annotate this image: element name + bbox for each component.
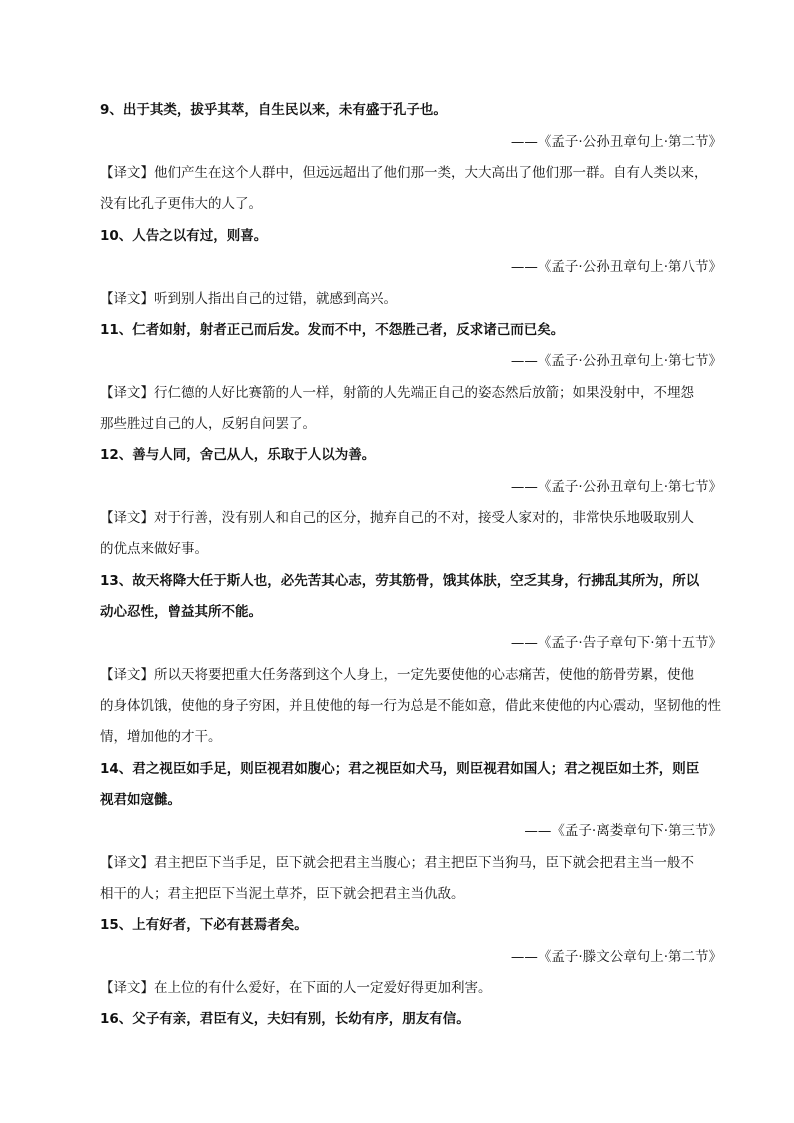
quote-9: 9、出于其类，拔乎其萃，自生民以来，未有盛于孔子也。 [100, 102, 447, 118]
source-9: ——《孟子·公孙丑章句上·第二节》 [510, 134, 722, 150]
source-12: ——《孟子·公孙丑章句上·第七节》 [510, 479, 722, 495]
quote-14-line-2: 视君如寇雠。 [100, 792, 181, 808]
source-10: ——《孟子·公孙丑章句上·第八节》 [510, 259, 722, 275]
source-15: ——《孟子·滕文公章句上·第二节》 [510, 949, 722, 965]
quote-13-line-1: 13、故天将降大任于斯人也，必先苦其心志，劳其筋骨，饿其体肤，空乏其身，行拂乱其所为，所以 [100, 573, 700, 589]
translation-12-line-2: 的优点来做好事。 [100, 541, 208, 557]
quote-10: 10、人告之以有过，则喜。 [100, 228, 268, 244]
translation-12-line-1: 【译文】对于行善，没有别人和自己的区分，抛弃自己的不对，接受人家对的，非常快乐地吸取别人 [100, 510, 694, 526]
quote-15: 15、上有好者，下必有甚焉者矣。 [100, 917, 308, 933]
translation-11-line-1: 【译文】行仁德的人好比赛箭的人一样，射箭的人先端正自己的姿态然后放箭；如果没射中，不埋怨 [100, 385, 694, 401]
translation-14-line-1: 【译文】君主把臣下当手足，臣下就会把君主当腹心；君主把臣下当狗马，臣下就会把君主当一般不 [100, 855, 694, 871]
translation-14-line-2: 相干的人；君主把臣下当泥土草芥，臣下就会把君主当仇敌。 [100, 886, 465, 902]
translation-10-line-1: 【译文】听到别人指出自己的过错，就感到高兴。 [100, 291, 397, 307]
translation-13-line-3: 情，增加他的才干。 [100, 729, 222, 745]
translation-13-line-1: 【译文】所以天将要把重大任务落到这个人身上，一定先要使他的心志痛苦，使他的筋骨劳累，使他 [100, 667, 694, 683]
source-14: ——《孟子·离娄章句下·第三节》 [524, 823, 722, 839]
source-11: ——《孟子·公孙丑章句上·第七节》 [510, 353, 722, 369]
translation-11-line-2: 那些胜过自己的人，反躬自问罢了。 [100, 416, 316, 432]
translation-15-line-1: 【译文】在上位的有什么爱好，在下面的人一定爱好得更加利害。 [100, 980, 492, 996]
translation-9-line-2: 没有比孔子更伟大的人了。 [100, 196, 262, 212]
quote-14-line-1: 14、君之视臣如手足，则臣视君如腹心；君之视臣如犬马，则臣视君如国人；君之视臣如土芥，则臣 [100, 761, 700, 777]
source-13: ——《孟子·告子章句下·第十五节》 [510, 635, 722, 651]
translation-13-line-2: 的身体饥饿，使他的身子穷困，并且使他的每一行为总是不能如意，借此来使他的内心震动，坚韧他的性 [100, 698, 721, 714]
quote-11: 11、仁者如射，射者正己而后发。发而不中，不怨胜己者，反求诸己而已矣。 [100, 322, 565, 338]
quote-12: 12、善与人同，舍己从人，乐取于人以为善。 [100, 447, 376, 463]
quote-16: 16、父子有亲，君臣有义，夫妇有别，长幼有序，朋友有信。 [100, 1011, 470, 1027]
translation-9-line-1: 【译文】他们产生在这个人群中，但远远超出了他们那一类，大大高出了他们那一群。自有人类以来， [100, 165, 708, 181]
quote-13-line-2: 动心忍性，曾益其所不能。 [100, 604, 262, 620]
